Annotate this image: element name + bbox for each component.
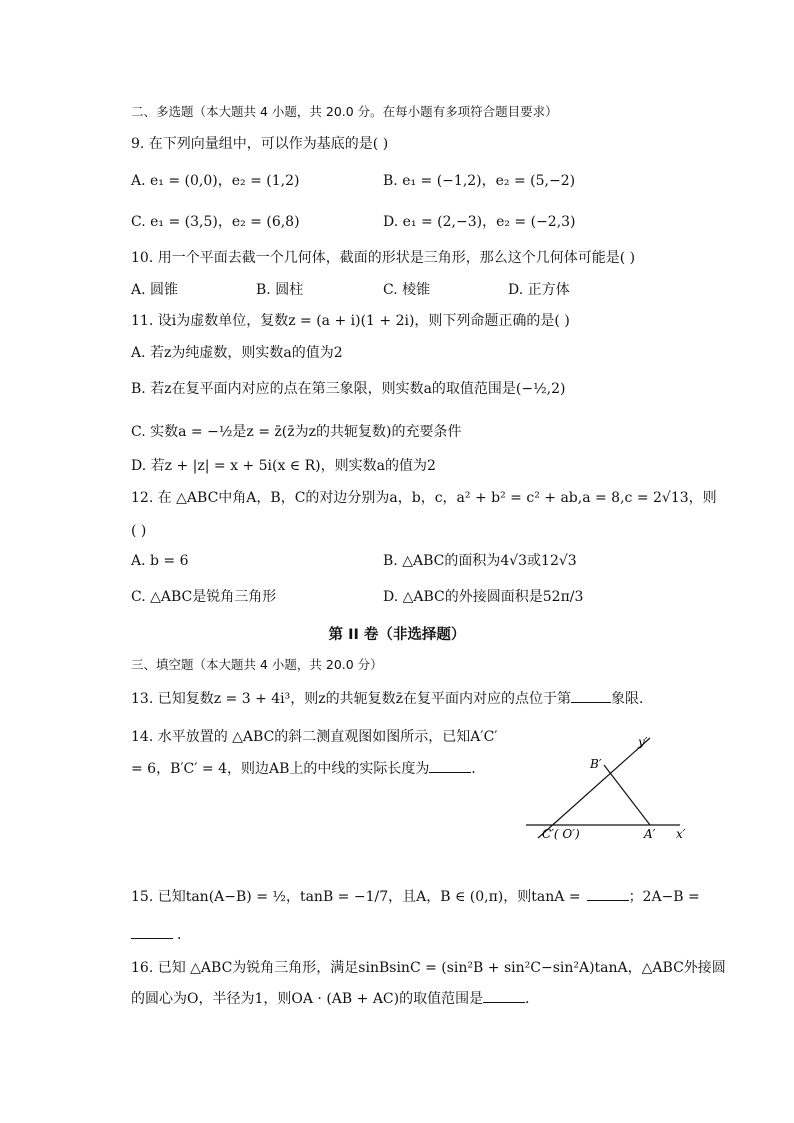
q16-blank[interactable] (483, 990, 525, 1003)
q14-blank[interactable] (429, 760, 471, 773)
section-3-header: 三、填空题（本大题共 4 小题，共 20.0 分） (131, 657, 383, 672)
q15-text: 15. 已知tan(A−B) = ½，tanB = −1/7，且A，B ∈ (0,π)，则tanA = (131, 889, 581, 905)
q11-option-c: C. 实数a = −½是z = z̄(z̄为z的共轭复数)的充要条件 (131, 424, 462, 440)
q13-tail: 象限． (611, 691, 654, 707)
label-y: y′ (638, 735, 648, 749)
q9-option-d: D. e₁ = (2,−3)，e₂ = (−2,3) (383, 214, 576, 230)
q16-line-2 (131, 990, 539, 1008)
q16-line-1: 16. 已知 △ABC为锐角三角形，满足sinBsinC = (sin²B + sin²C−sin²A)tanA，△ABC外接圆 (131, 960, 726, 976)
q10-option-a: A. 圆锥 (131, 282, 179, 298)
q9-option-b: B. e₁ = (−1,2)，e₂ = (5,−2) (383, 173, 576, 189)
q12-option-d: D. △ABC的外接圆面积是52π/3 (383, 589, 584, 605)
q15-line-1 (131, 888, 700, 906)
q10-stem: 10. 用一个平面去截一个几何体，截面的形状是三角形，那么这个几何体可能是( ) (131, 250, 636, 266)
label-x: x′ (676, 827, 686, 841)
label-b: B′ (590, 757, 602, 771)
q16-text: 的圆心为O，半径为1，则OA · (AB + AC)的取值范围是 (131, 991, 484, 1007)
part-2-title: 第 II 卷（非选择题） (328, 627, 466, 643)
q15-blank-2[interactable] (131, 926, 173, 939)
q13-text: 13. 已知复数z = 3 + 4i³，则z的共轭复数z̄在复平面内对应的点位于第 (131, 691, 572, 707)
y-axis (538, 738, 650, 838)
q14-line-2 (131, 760, 485, 778)
q11-option-a: A. 若z为纯虚数，则实数a的值为2 (131, 345, 343, 361)
q16-tail: ． (525, 991, 540, 1007)
q12-option-a: A. b = 6 (131, 553, 189, 569)
segment-b-a (604, 765, 650, 825)
q14-figure (520, 728, 710, 848)
q11-option-d: D. 若z + |z| = x + 5i(x ∈ R)，则实数a的值为2 (131, 458, 436, 474)
label-c: C′( O′) (542, 827, 580, 841)
q12-stem: 12. 在 △ABC中角A，B，C的对边分别为a，b，c，a² + b² = c² + ab,a = 8,c = 2√13，则 (131, 490, 717, 506)
q9-stem: 9. 在下列向量组中，可以作为基底的是( ) (131, 136, 389, 152)
section-2-header: 二、多选题（本大题共 4 小题，共 20.0 分。在每小题有多项符合题目要求） (131, 104, 558, 119)
q15-blank-1[interactable] (587, 888, 629, 901)
q10-option-b: B. 圆柱 (256, 282, 304, 298)
q15-tail: ． (177, 927, 191, 943)
q14-line-1: 14. 水平放置的 △ABC的斜二测直观图如图所示，已知A′C′ (131, 729, 498, 745)
q15-line-2 (131, 926, 191, 944)
q12-stem-cont: ( ) (131, 523, 147, 539)
label-a: A′ (644, 827, 656, 841)
q14-text: = 6，B′C′ = 4，则边AB上的中线的实际长度为 (131, 761, 430, 777)
q14-tail: ． (471, 761, 486, 777)
q9-option-a: A. e₁ = (0,0)，e₂ = (1,2) (131, 173, 300, 189)
q11-option-b: B. 若z在复平面内对应的点在第三象限，则实数a的取值范围是(−½,2) (131, 381, 566, 397)
q10-option-c: C. 棱锥 (383, 282, 431, 298)
q10-option-d: D. 正方体 (508, 282, 570, 298)
q13-line (131, 690, 653, 708)
q11-stem: 11. 设i为虚数单位，复数z = (a + i)(1 + 2i)，则下列命题正确的是( ) (131, 313, 570, 329)
q9-option-c: C. e₁ = (3,5)，e₂ = (6,8) (131, 214, 300, 230)
q12-option-c: C. △ABC是锐角三角形 (131, 589, 277, 605)
q15-mid: ；2A−B = (628, 889, 700, 905)
q12-option-b: B. △ABC的面积为4√3或12√3 (383, 553, 577, 569)
q13-blank[interactable] (571, 690, 611, 703)
